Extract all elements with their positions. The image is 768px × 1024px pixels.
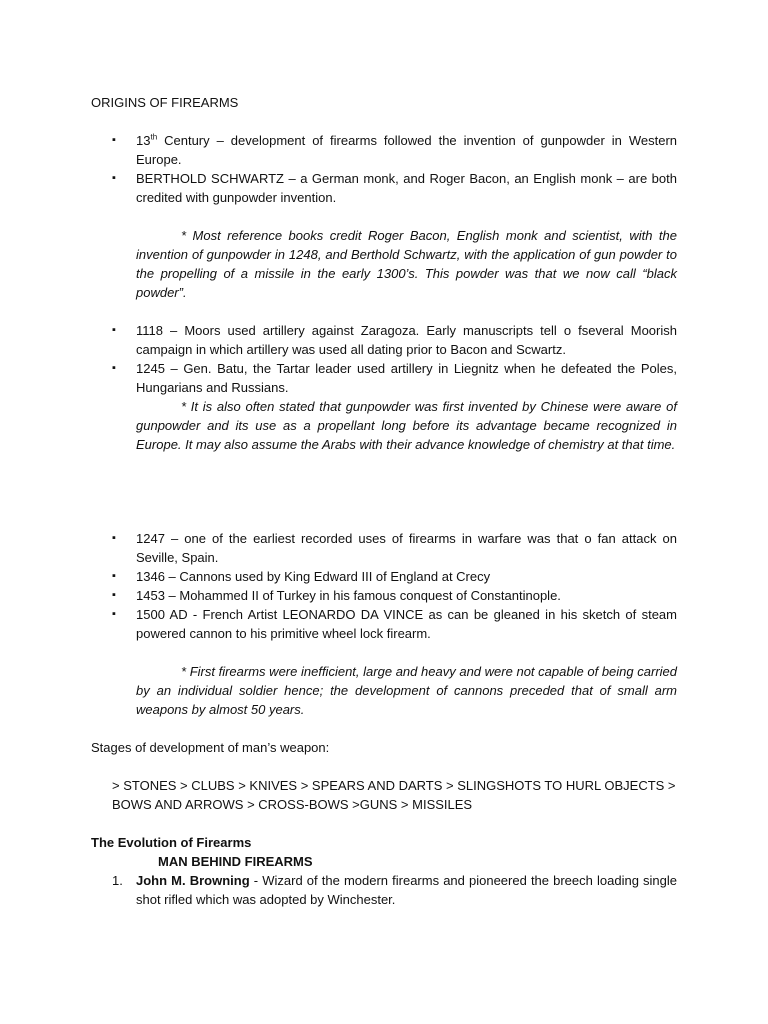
list-item: ▪ 1118 – Moors used artillery against Zaragoza. Early manuscripts tell o fseveral Moorish campaign in which artillery was used all dating prior to Bacon and Scwartz.: [112, 323, 677, 357]
bullet-icon: ▪: [112, 324, 116, 336]
bullet-icon: ▪: [112, 362, 116, 374]
origins-list-1: [91, 131, 677, 207]
note-first-firearms: * First firearms were inefficient, large and heavy and were not capable of being carried by an individual soldier hence; the development of cannons preceded that of small arm weapons by almost 50 years.: [136, 664, 677, 717]
list-item: ▪ 1245 – Gen. Batu, the Tartar leader used artillery in Liegnitz when he defeated the Poles, Hungarians and Russians.: [112, 361, 677, 395]
person-description: - Wizard of the modern firearms and pioneered the breech loading single shot rifled which was adopted by Winchester.: [136, 873, 677, 907]
list-item: ▪ 1500 AD - French Artist LEONARDO DA VINCE as can be gleaned in his sketch of steam powered cannon to his primitive wheel lock firearm.: [112, 607, 677, 641]
bullet-icon: ▪: [112, 172, 116, 184]
stages-heading: Stages of development of man’s weapon:: [91, 740, 330, 755]
person-name: John M. Browning: [136, 873, 250, 888]
bullet-icon: ▪: [112, 608, 116, 620]
bullet-icon: ▪: [112, 134, 116, 146]
bullet-icon: ▪: [112, 589, 116, 601]
page-title: ORIGINS OF FIREARMS: [91, 95, 239, 110]
list-item: ▪ 1346 – Cannons used by King Edward III of England at Crecy: [112, 569, 491, 584]
origins-list-2: [91, 321, 677, 454]
note-chinese-gunpowder: * It is also often stated that gunpowder was first invented by Chinese were aware of gunpowder and its use as a propellant long before its advantage became recognized in Europe. It may also assume the Arabs with their advance knowledge of chemistry at that time.: [136, 399, 677, 452]
list-item: 1. John M. Browning - Wizard of the modern firearms and pioneered the breech loading single shot rifled which was adopted by Winchester.: [112, 873, 677, 907]
list-item: ▪ 1247 – one of the earliest recorded uses of firearms in warfare was that o fan attack on Seville, Spain.: [112, 531, 677, 565]
note-gunpowder-credit: * Most reference books credit Roger Bacon, English monk and scientist, with the invention of gunpowder in 1248, and Berthold Schwartz, with the application of gun powder to the propelling of a missile in the early 1300’s. This powder was that we now call “black powder”.: [136, 228, 677, 300]
man-behind-heading: MAN BEHIND FIREARMS: [158, 854, 313, 869]
bullet-icon: ▪: [112, 532, 116, 544]
origins-list-3: [91, 529, 677, 643]
list-item: ▪ 13th Century – development of firearms followed the invention of gunpowder in Western Europe.: [112, 132, 677, 167]
bullet-icon: ▪: [112, 570, 116, 582]
list-item: ▪ 1453 – Mohammed II of Turkey in his famous conquest of Constantinople.: [112, 588, 561, 603]
evolution-heading: The Evolution of Firearms: [91, 835, 252, 850]
stages-sequence: > STONES > CLUBS > KNIVES > SPEARS AND DARTS > SLINGSHOTS TO HURL OBJECTS > BOWS AND ARROWS > CROSS-BOWS >GUNS > MISSILES: [112, 778, 676, 812]
people-list: [91, 871, 677, 909]
list-item: ▪ BERTHOLD SCHWARTZ – a German monk, and Roger Bacon, an English monk – are both credited with gunpowder invention.: [112, 171, 677, 205]
